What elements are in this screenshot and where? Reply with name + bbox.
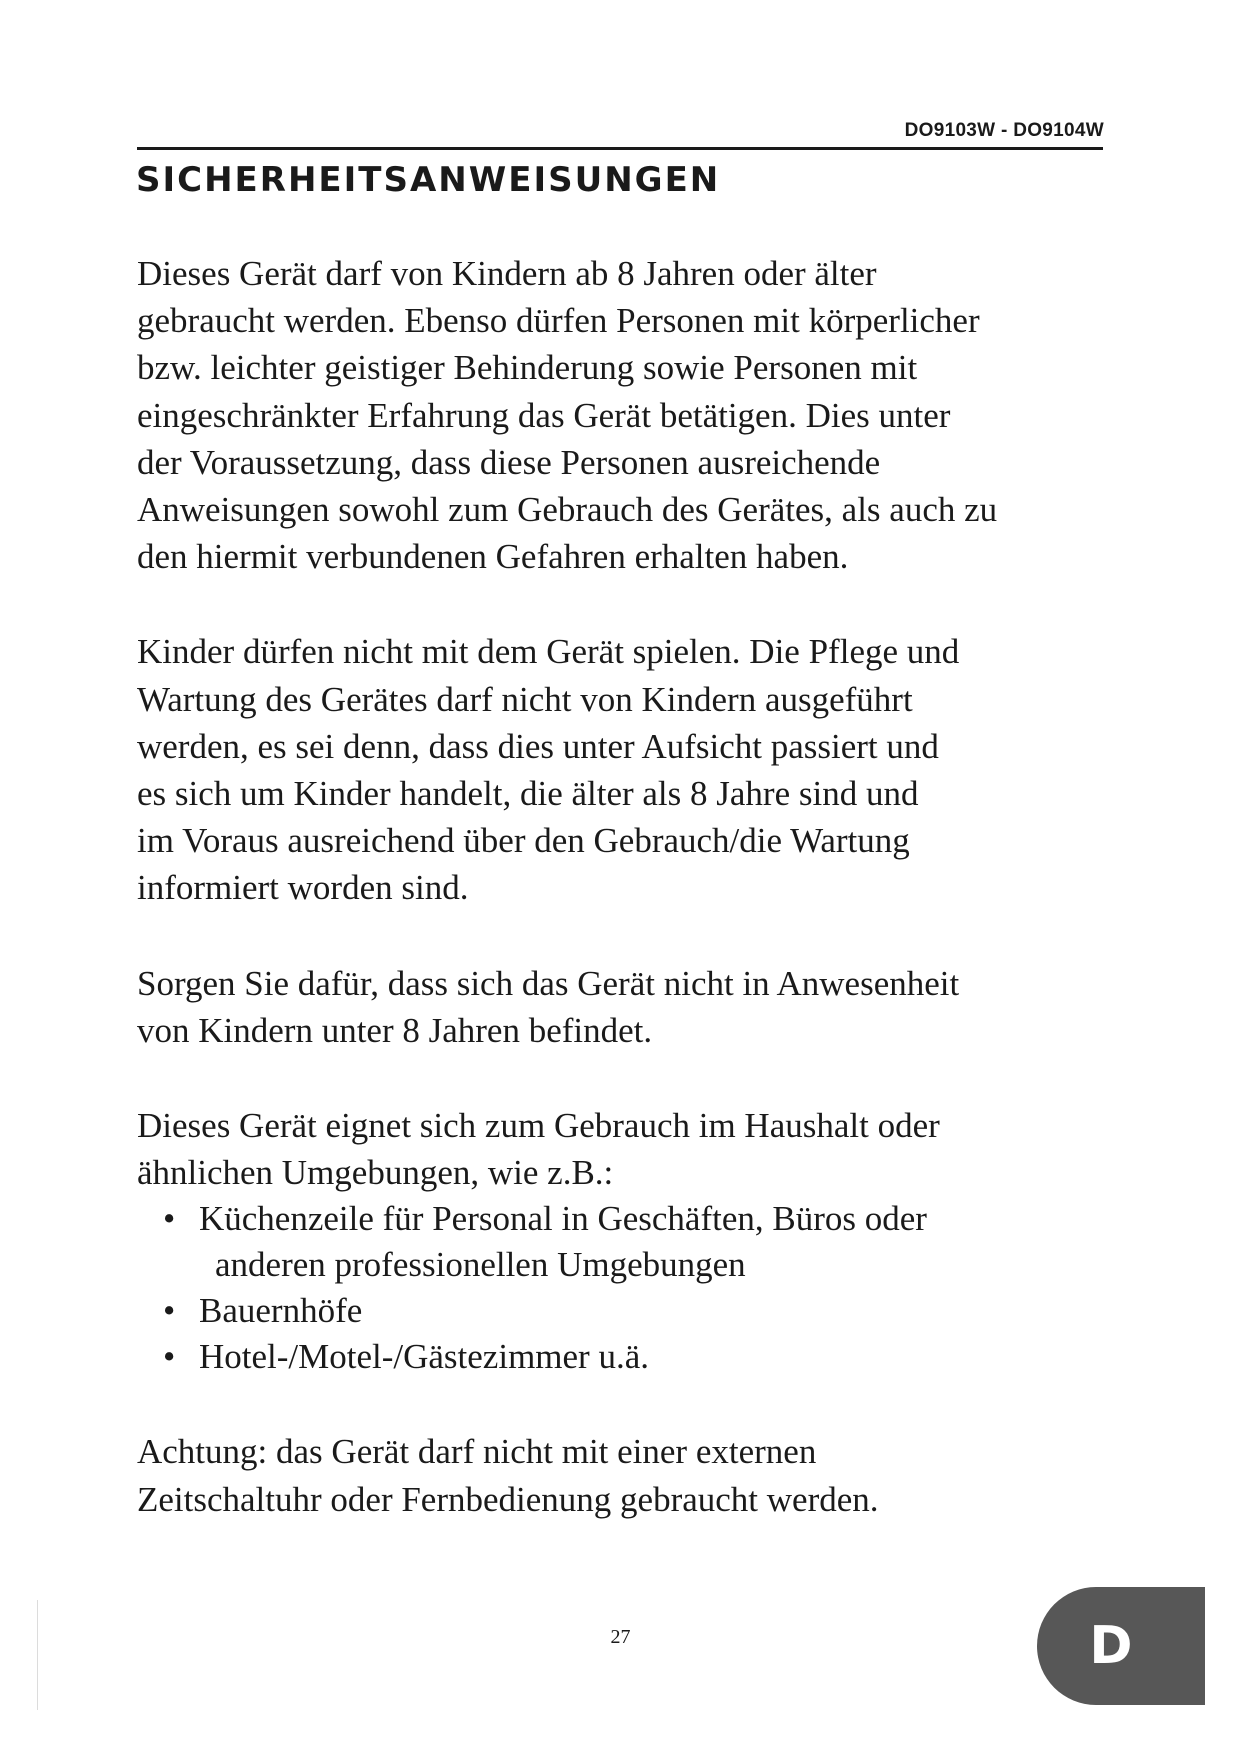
list-item-text: Hotel-/Motel-/Gästezimmer u.ä. <box>199 1337 649 1377</box>
paragraph-children-usage <box>137 250 1112 580</box>
text-line: Dieses Gerät eignet sich zum Gebrauch im Haushalt oder <box>137 1106 940 1146</box>
text-line: bzw. leichter geistiger Behinderung sowie Personen mit <box>137 348 918 388</box>
bullet-icon: • <box>163 1291 176 1331</box>
text-line: gebraucht werden. Ebenso dürfen Personen mit körperlicher <box>137 301 980 341</box>
list-item <box>137 1334 1112 1380</box>
text-line: im Voraus ausreichend über den Gebrauch/die Wartung <box>137 821 910 861</box>
bullet-icon: • <box>163 1337 176 1377</box>
page-number: 27 <box>610 1626 631 1648</box>
text-line: den hiermit verbundenen Gefahren erhalten haben. <box>137 537 849 577</box>
text-line: werden, es sei denn, dass dies unter Aufsicht passiert und <box>137 726 939 766</box>
language-tab: D <box>1037 1587 1205 1705</box>
scan-edge-divider <box>37 1600 38 1710</box>
text-line: Achtung: das Gerät darf nicht mit einer externen <box>137 1432 817 1472</box>
document-body <box>137 250 1112 1571</box>
usage-list <box>137 1196 1112 1380</box>
list-item-text: Küchenzeile für Personal in Geschäften, Büros oder <box>199 1199 927 1239</box>
text-line: eingeschränkter Erfahrung das Gerät betätigen. Dies unter <box>137 395 951 435</box>
list-item-text: Bauernhöfe <box>199 1291 363 1331</box>
text-line: informiert worden sind. <box>137 868 469 908</box>
list-item-text-continued: anderen professionellen Umgebungen <box>215 1245 746 1285</box>
paragraph-children-play <box>137 628 1112 911</box>
paragraph-children-presence <box>137 960 1112 1054</box>
paragraph-warning <box>137 1428 1112 1522</box>
text-line: der Voraussetzung, dass diese Personen ausreichende <box>137 442 881 482</box>
list-item <box>137 1196 1112 1288</box>
text-line: Sorgen Sie dafür, dass sich das Gerät nicht in Anwesenheit <box>137 963 960 1003</box>
text-line: Anweisungen sowohl zum Gebrauch des Gerätes, als auch zu <box>137 490 998 530</box>
text-line: Wartung des Gerätes darf nicht von Kindern ausgeführt <box>137 679 913 719</box>
model-number: DO9103W - DO9104W <box>904 120 1104 141</box>
bullet-icon: • <box>163 1199 176 1239</box>
text-line: Zeitschaltuhr oder Fernbedienung gebraucht werden. <box>137 1479 879 1519</box>
page-title: SICHERHEITSANWEISUNGEN <box>136 160 721 200</box>
header-rule <box>137 147 1103 150</box>
text-line: es sich um Kinder handelt, die älter als 8 Jahre sind und <box>137 774 919 814</box>
text-line: Kinder dürfen nicht mit dem Gerät spielen. Die Pflege und <box>137 632 960 672</box>
text-line: ähnlichen Umgebungen, wie z.B.: <box>137 1153 614 1193</box>
text-line: Dieses Gerät darf von Kindern ab 8 Jahren oder älter <box>137 254 877 293</box>
text-line: von Kindern unter 8 Jahren befindet. <box>137 1010 653 1050</box>
paragraph-household-use <box>137 1102 1112 1196</box>
list-item <box>137 1288 1112 1334</box>
